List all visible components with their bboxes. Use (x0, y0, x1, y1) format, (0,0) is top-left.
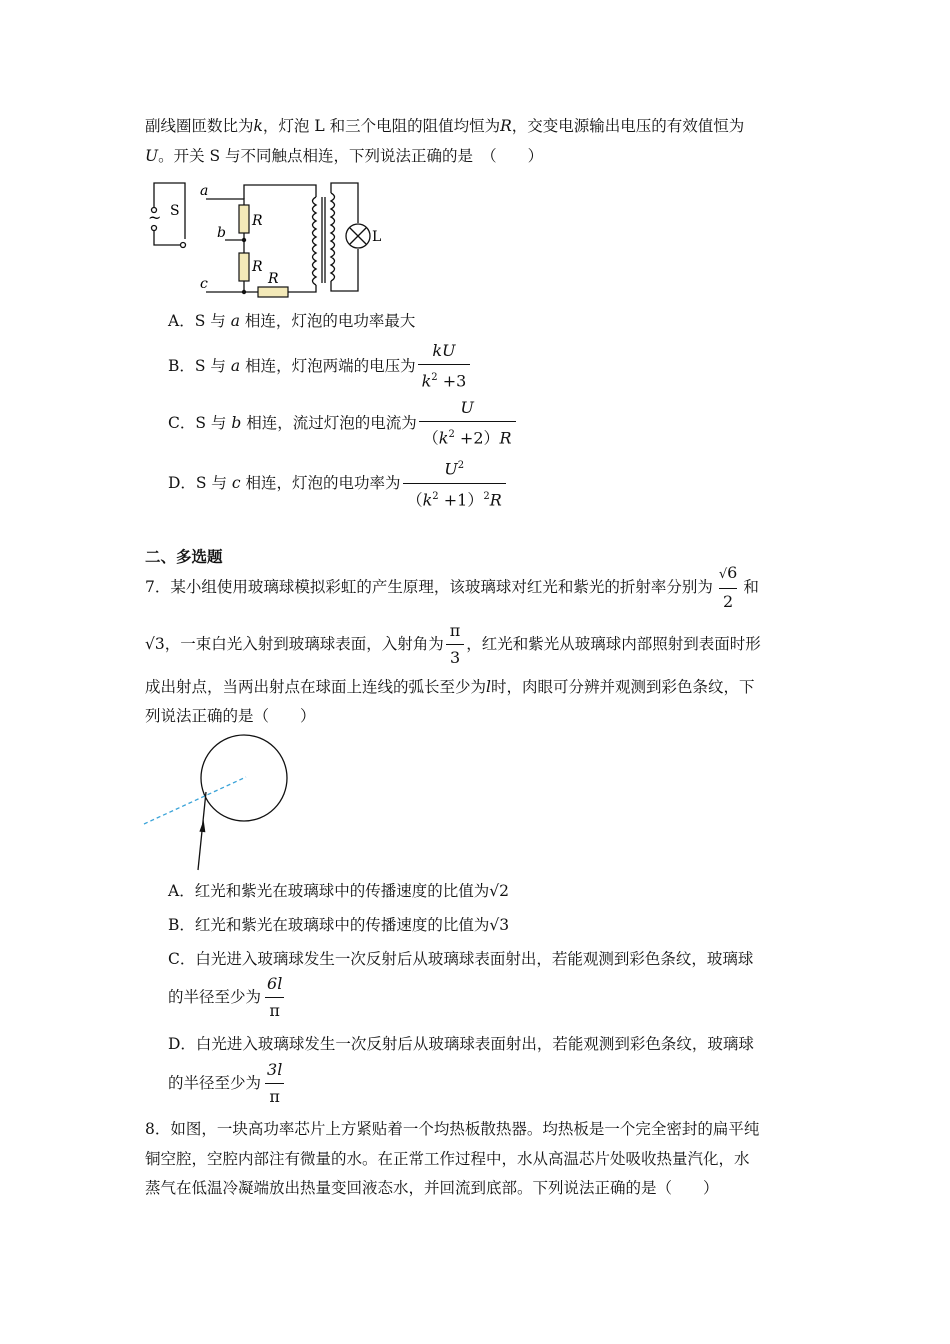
tap-a-label: a (200, 183, 209, 199)
q6-option-a: A．S 与 a 相连，灯泡的电功率最大 (168, 312, 416, 330)
q6-option-c-fraction: $\frac{U}{(k^2 +2)R}$ (419, 397, 516, 449)
q7-option-c: C．白光进入玻璃球发生一次反射后从玻璃球表面射出，若能观测到彩色条纹，玻璃球 (168, 950, 754, 968)
switch-label: S (170, 203, 180, 219)
q8-stem-line1: 8．如图，一块高功率芯片上方紧贴着一个均热板散热器。均热板是一个完全密封的扁平纯 (145, 1120, 760, 1138)
q7-glass-sphere-diagram (140, 732, 300, 877)
resistor-lower (258, 287, 288, 297)
q6-stem-line2: U。开关 S 与不同触点相连，下列说法正确的是 （ ） (145, 147, 544, 165)
q7-option-c-fraction: $\frac{6l}{\pi}$ (267, 973, 283, 1020)
q7-n-red-fraction: $\frac{√6}{2}$ (718, 562, 738, 611)
q6-option-d: D．S 与 c 相连，灯泡的电功率为 $\frac{U^2}{(k^2 +1)^2R}$ (168, 457, 508, 509)
q6-stem-line1: 副线圈匝数比为k，灯泡 L 和三个电阻的阻值均恒为R，交变电源输出电压的有效值恒为 (145, 117, 745, 135)
q6-option-c: C．S 与 b 相连，流过灯泡的电流为 $\frac{U}{(k^2 +2)R}$ (168, 398, 518, 448)
q7-option-d: D．白光进入玻璃球发生一次反射后从玻璃球表面射出，若能观测到彩色条纹，玻璃球 (168, 1035, 754, 1053)
q6-circuit-diagram (140, 175, 400, 300)
q7-option-d-continued: 的半径至少为 $\frac{3l}{\pi}$ (168, 1060, 288, 1106)
q7-incidence-angle-fraction: $\frac{\pi}{3}$ (446, 620, 465, 669)
q7-stem-line1: 7．某小组使用玻璃球模拟彩虹的产生原理，该玻璃球对红光和紫光的折射率分别为 $\frac{√6}{2}$ 和 (145, 562, 759, 611)
q7-option-c-continued: 的半径至少为 $\frac{6l}{\pi}$ (168, 974, 288, 1020)
q7-n-violet-value: √3 (145, 635, 165, 653)
source-tilde-label: ~ (148, 208, 162, 227)
q8-stem-line3: 蒸气在低温冷凝端放出热量变回液态水，并回流到底部。下列说法正确的是（ ） (145, 1179, 719, 1197)
lamp-label: L (372, 229, 382, 245)
resistor-upper (239, 205, 249, 233)
r1-label: R (252, 213, 263, 229)
section-heading: 二、多选题 (145, 547, 223, 566)
q7-option-a: A．红光和紫光在玻璃球中的传播速度的比值为√2 (168, 882, 509, 900)
q7-option-d-fraction: $\frac{3l}{\pi}$ (267, 1059, 283, 1106)
q6-option-b: B．S 与 a 相连，灯泡两端的电压为 $\frac{kU}{k^2 +3}$ (168, 342, 472, 390)
resistor-middle (239, 253, 249, 281)
r3-label: R (268, 271, 279, 287)
tap-b-label: b (217, 225, 226, 241)
tap-c-label: c (200, 276, 208, 292)
q7-option-b: B．红光和紫光在玻璃球中的传播速度的比值为√3 (168, 916, 510, 934)
q7-stem-line4: 列说法正确的是（ ） (145, 707, 316, 725)
q6-option-b-fraction: $\frac{kU}{k^2 +3}$ (418, 340, 471, 392)
q8-stem-line2: 铜空腔，空腔内部注有微量的水。在正常工作过程中，水从高温芯片处吸收热量汽化，水 (145, 1150, 750, 1168)
q7-stem-line3: 成出射点，当两出射点在球面上连线的弧长至少为l时，肉眼可分辨并观测到彩色条纹，下 (145, 678, 755, 696)
q7-stem-line2: √3 ，一束白光入射到玻璃球表面，入射角为 $\frac{\pi}{3}$ ，红光和紫光从玻璃球内部照射到表面时形 (145, 620, 761, 667)
q6-option-d-fraction: $\frac{U^2}{(k^2 +1)^2R}$ (403, 455, 506, 511)
r2-label: R (252, 259, 263, 275)
